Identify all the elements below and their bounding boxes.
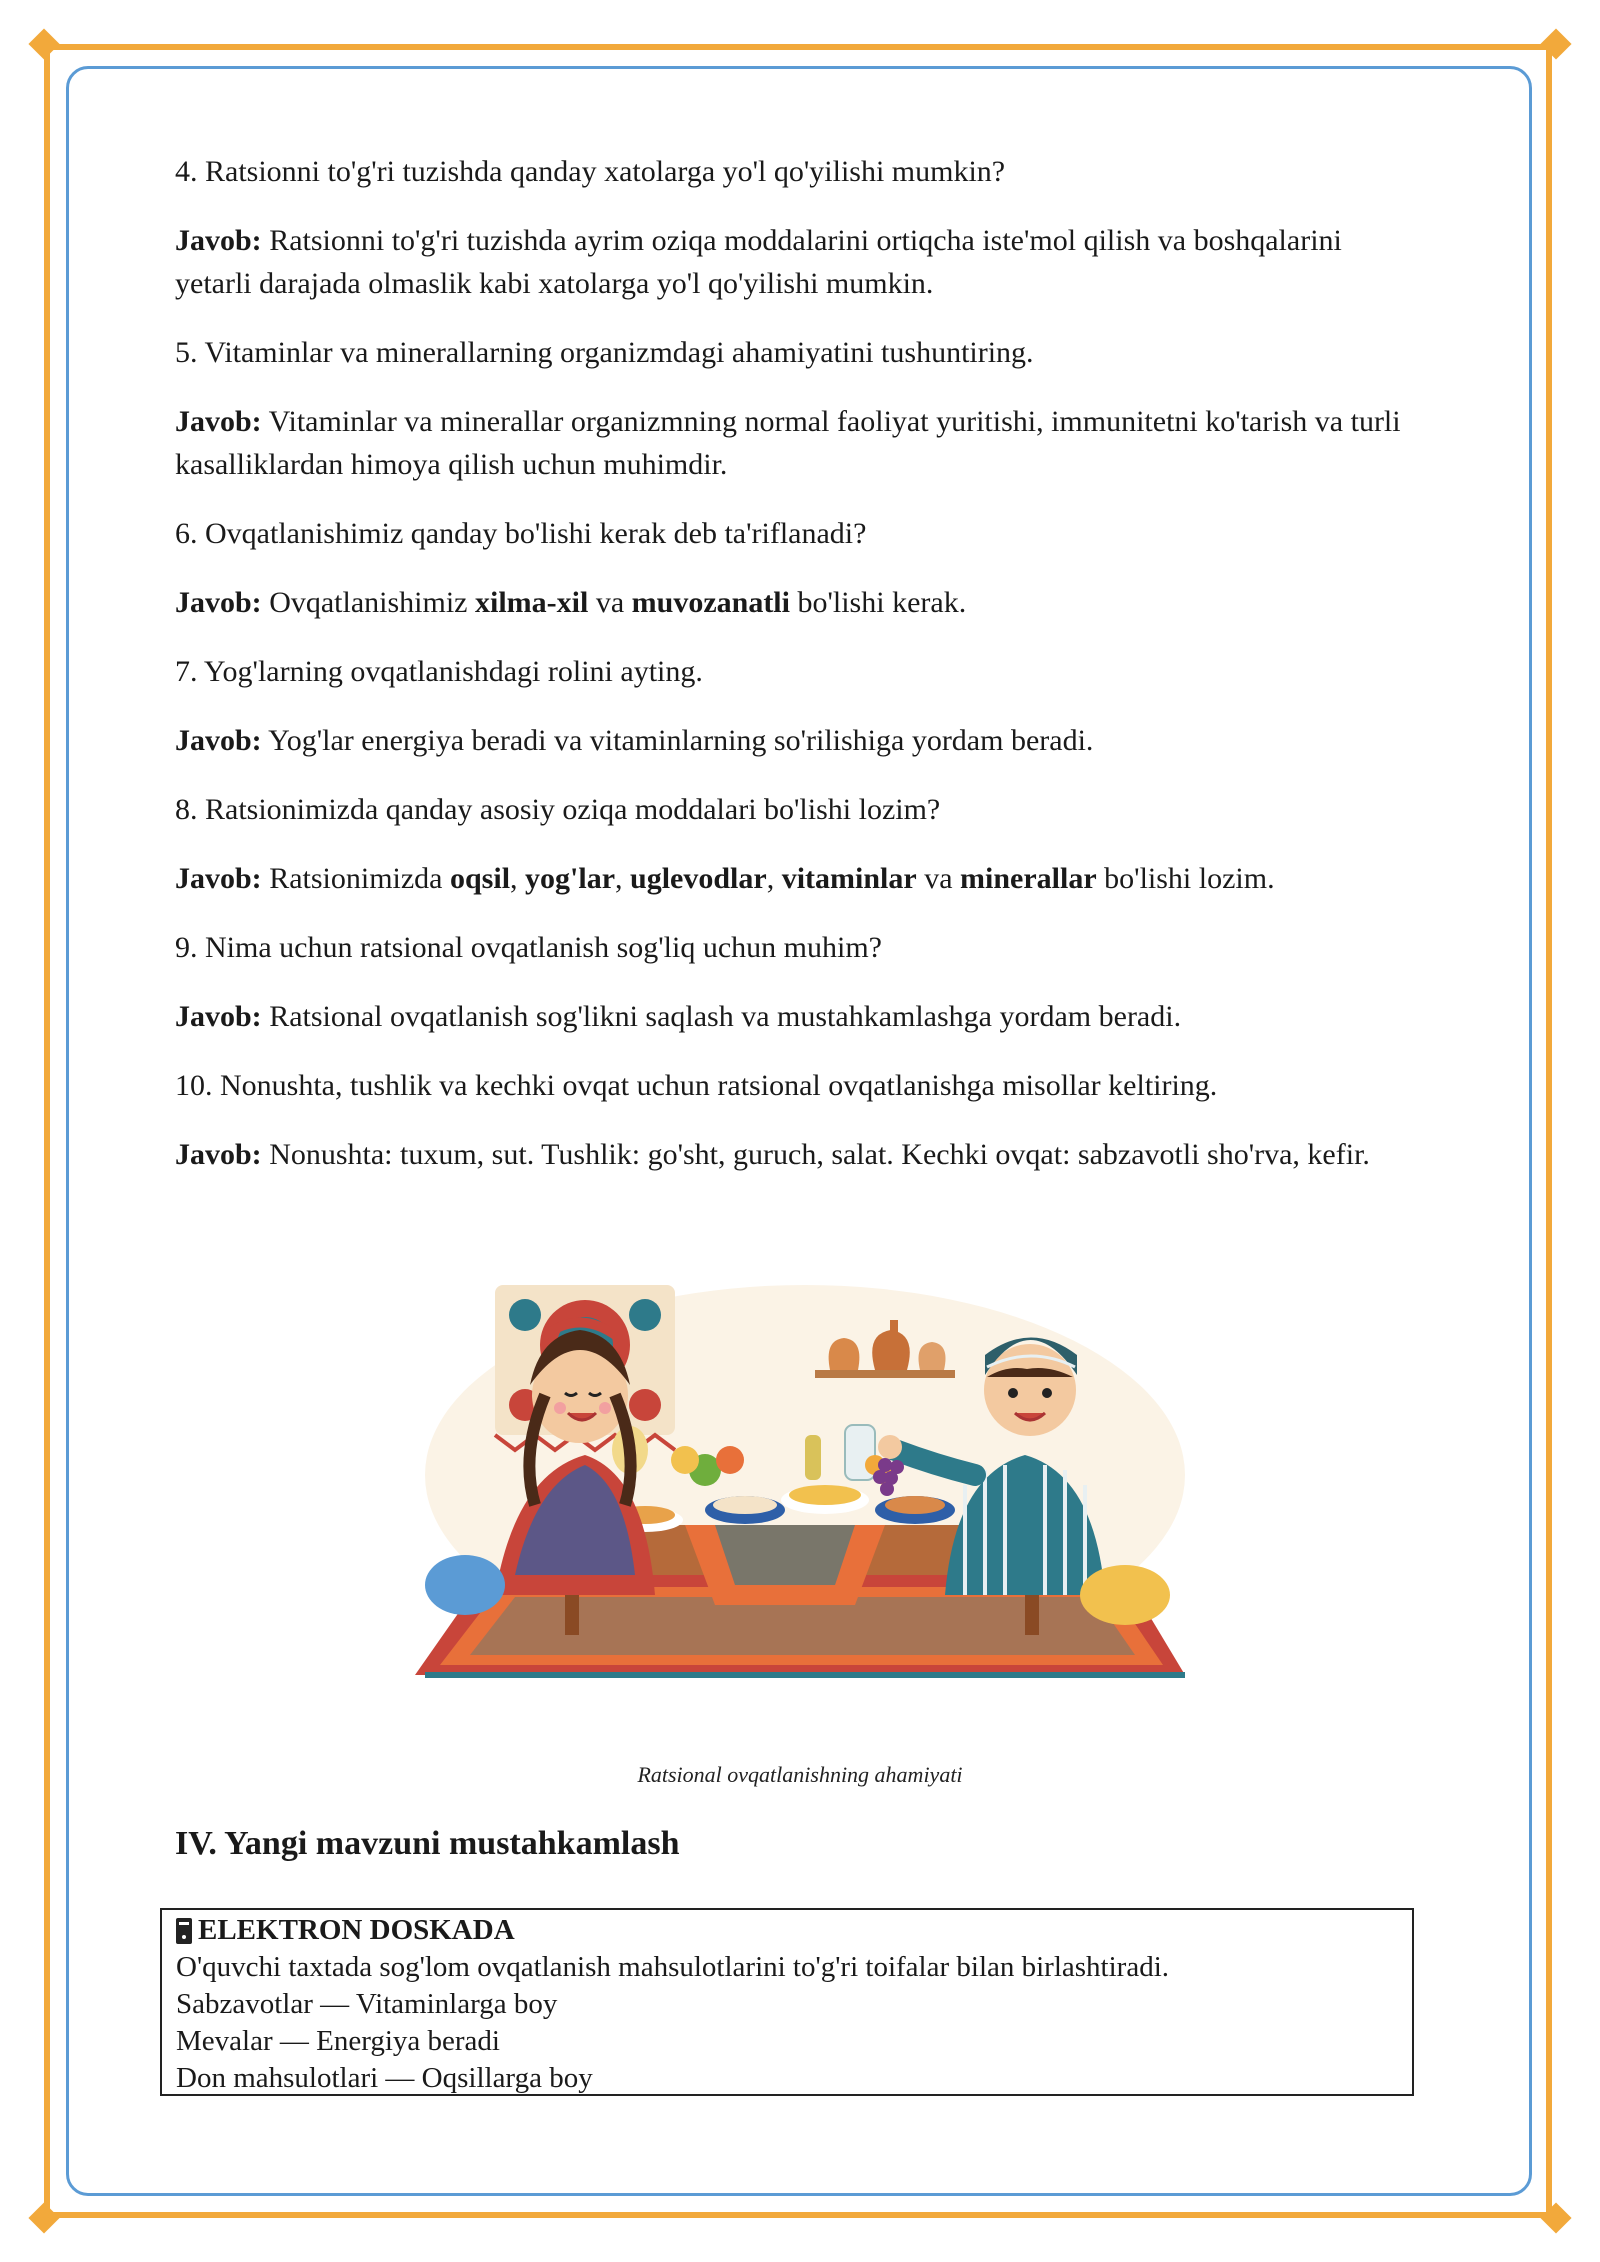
figure-caption: Ratsional ovqatlanishning ahamiyati: [637, 1762, 963, 1787]
answer: Javob: Vitaminlar va minerallar organizmning normal faoliyat yuritishi, immunitetni ko'tarish va turli kasalliklardan himoya qilish uchun muhimdir.: [175, 405, 1401, 481]
answer-label: Javob:: [175, 405, 262, 438]
computer-icon: [176, 1918, 192, 1944]
question: 9. Nima uchun ratsional ovqatlanish sog'liq uchun muhim?: [175, 931, 882, 964]
answer: Javob: Ratsionimizda oqsil, yog'lar, uglevodlar, vitaminlar va minerallar bo'lishi lozim.: [175, 862, 1275, 895]
question: 6. Ovqatlanishimiz qanday bo'lishi kerak deb ta'riflanadi?: [175, 517, 867, 550]
question: 5. Vitaminlar va minerallarning organizmdagi ahamiyatini tushuntiring.: [175, 336, 1034, 369]
question: 8. Ratsionimizda qanday asosiy oziqa moddalari bo'lishi lozim?: [175, 793, 941, 826]
question: 10. Nonushta, tushlik va kechki ovqat uchun ratsional ovqatlanishga misollar keltiring.: [175, 1069, 1218, 1102]
board-title: ELEKTRON DOSKADA: [176, 1912, 1398, 1949]
answer: Javob: Ratsionni to'g'ri tuzishda ayrim oziqa moddalarini ortiqcha iste'mol qilish va boshqalarini yetarli darajada olmaslik kabi xatolarga yo'l qo'yilishi mumkin.: [175, 224, 1342, 300]
answer-label: Javob:: [175, 1138, 262, 1171]
answer: Javob: Nonushta: tuxum, sut. Tushlik: go'sht, guruch, salat. Kechki ovqat: sabzavotli sho'rva, kefir.: [175, 1138, 1370, 1171]
board-line: Mevalar — Energiya beradi: [176, 2025, 500, 2057]
board-line: O'quvchi taxtada sog'lom ovqatlanish mahsulotlarini to'g'ri toifalar bilan birlashtiradi.: [176, 1951, 1169, 1983]
answer-label: Javob:: [175, 862, 262, 895]
answer-label: Javob:: [175, 724, 262, 757]
board-line: Don mahsulotlari — Oqsillarga boy: [176, 2062, 593, 2094]
answer-label: Javob:: [175, 224, 262, 257]
answer: Javob: Ovqatlanishimiz xilma-xil va muvozanatli bo'lishi kerak.: [175, 586, 967, 619]
question: 7. Yog'larning ovqatlanishdagi rolini ayting.: [175, 655, 703, 688]
dastarkhan-illustration: [385, 1275, 1215, 1695]
answer: Javob: Ratsional ovqatlanish sog'likni saqlash va mustahkamlashga yordam beradi.: [175, 1000, 1182, 1033]
section-title: IV. Yangi mavzuni mustahkamlash: [175, 1825, 680, 1862]
electronic-board-box: [160, 1908, 1414, 2096]
board-line: Sabzavotlar — Vitaminlarga boy: [176, 1988, 558, 2020]
question: 4. Ratsionni to'g'ri tuzishda qanday xatolarga yo'l qo'yilishi mumkin?: [175, 155, 1006, 188]
answer-label: Javob:: [175, 1000, 262, 1033]
answer-label: Javob:: [175, 586, 262, 619]
qa-list: [175, 150, 1420, 1202]
answer: Javob: Yog'lar energiya beradi va vitaminlarning so'rilishiga yordam beradi.: [175, 724, 1094, 757]
